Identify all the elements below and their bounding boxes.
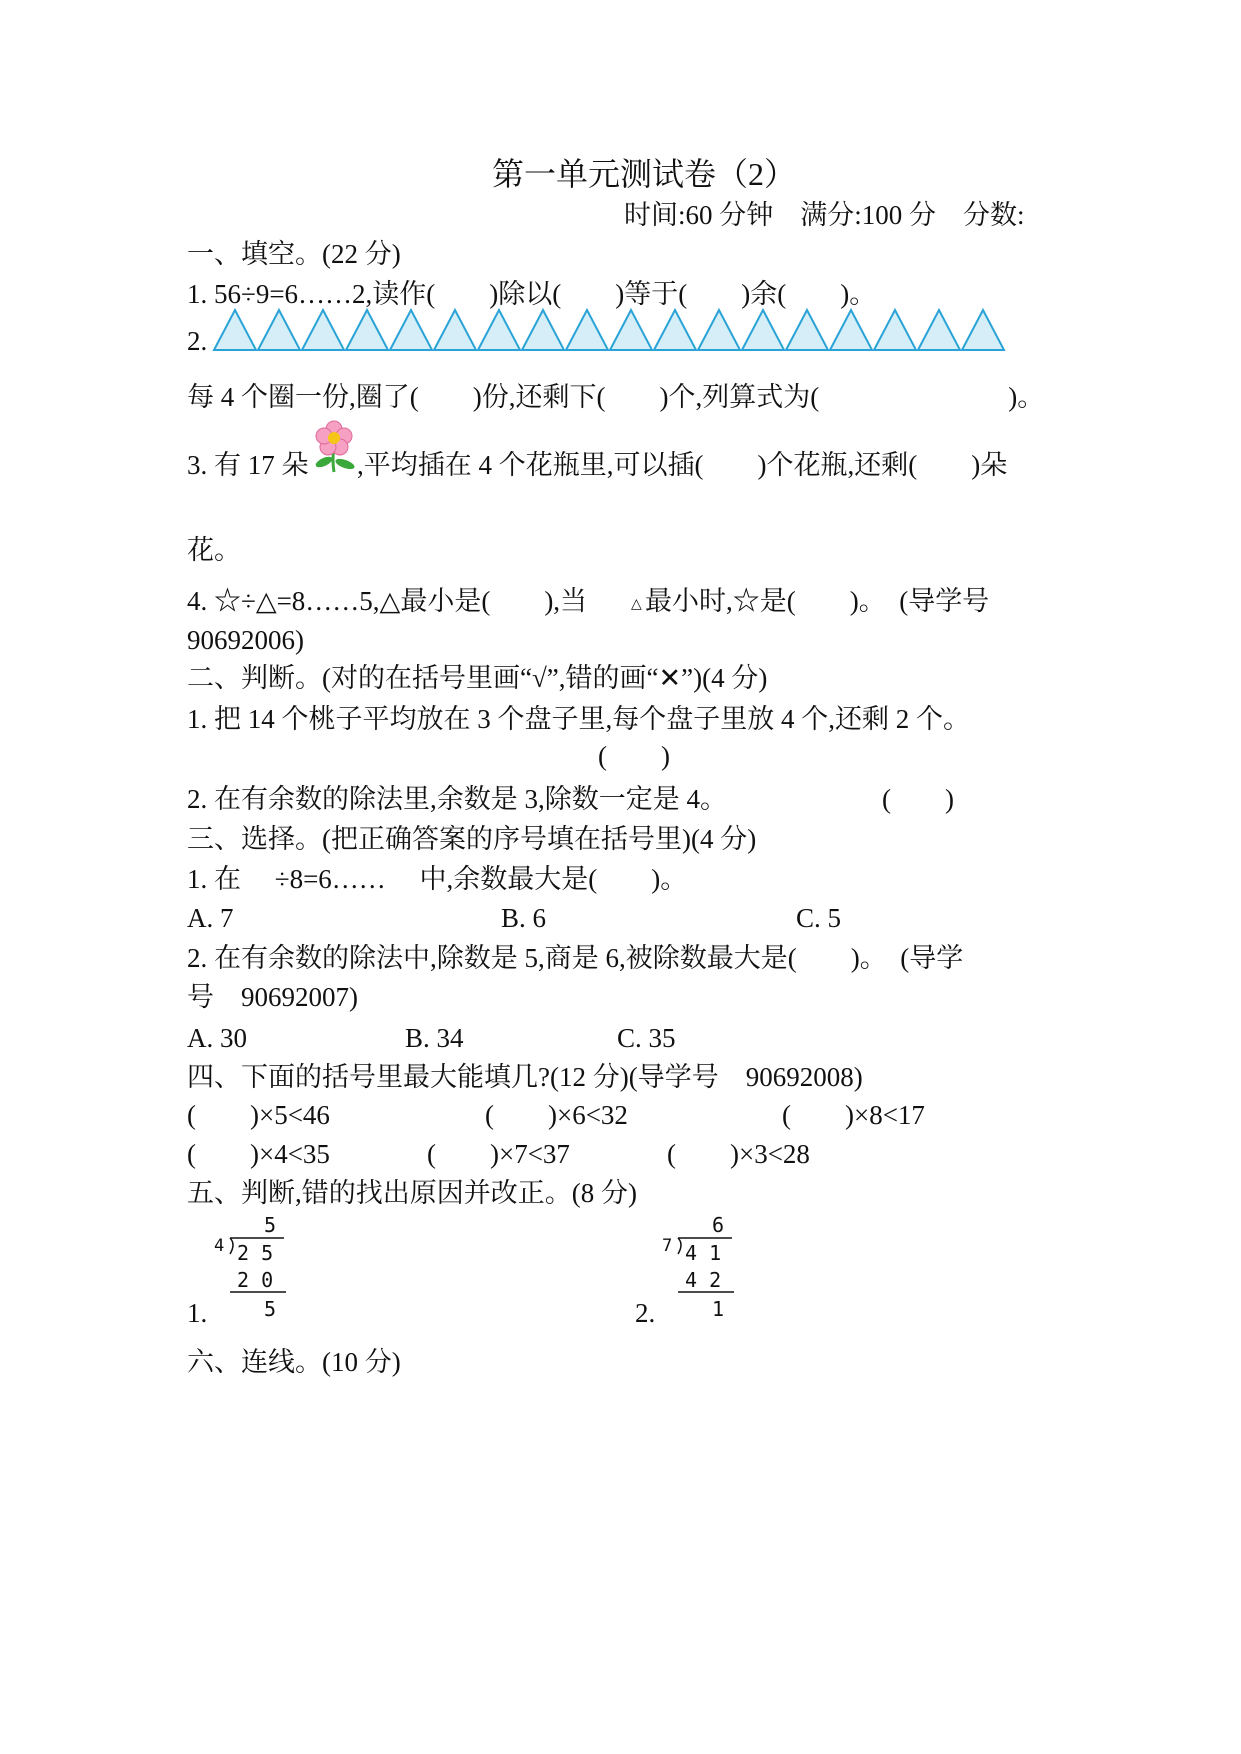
s1-q3-part-b: ,平均插在 4 个花瓶里,可以插( )个花瓶,还剩( )朵 [357,450,1008,480]
quotient-2: 6 [712,1213,725,1237]
s2-q1: 1. 把 14 个桃子平均放在 3 个盘子里,每个盘子里放 4 个,还剩 2 个。 [187,704,970,734]
dividend-1: 2 5 [237,1241,274,1265]
section-5-heading: 五、判断,错的找出原因并改正。(8 分) [187,1178,637,1208]
triangle-row-icon [212,308,1012,352]
s4-item-3: ( )×8<17 [782,1100,925,1130]
s1-q3-part-a: 3. 有 17 朵 [187,450,309,480]
s4-item-1: ( )×5<46 [187,1100,330,1130]
s5-problem-1-num: 1. [187,1298,208,1328]
long-division-1 [212,1212,292,1327]
s1-q1: 1. 56÷9=6……2,读作( )除以( )等于( )余( )。 [187,279,877,309]
s3-q1-option-c: C. 5 [796,903,842,933]
divisor-2: 7 [662,1236,673,1256]
long-division-2 [660,1212,740,1327]
s3-q1: 1. 在 ÷8=6…… 中,余数最大是( )。 [187,864,688,894]
s3-q1-option-a: A. 7 [187,903,234,933]
remainder-1: 5 [264,1297,277,1321]
small-triangle-symbol: △ [631,597,642,612]
s1-q4-part-a: 4. ☆÷△=8……5,△最小是( ),当 [187,586,588,616]
flower-icon [310,418,358,474]
quotient-1: 5 [264,1213,277,1237]
s2-q2-answer: ( ) [882,784,954,814]
s4-item-5: ( )×7<37 [427,1139,570,1169]
dividend-2: 4 1 [685,1241,722,1265]
s3-q1-option-b: B. 6 [501,903,547,933]
section-3-heading: 三、选择。(把正确答案的序号填在括号里)(4 分) [187,824,757,854]
product-2: 4 2 [685,1268,722,1292]
s3-q2-option-b: B. 34 [405,1023,464,1053]
s1-q4-part-b: 最小时,☆是( )。 (导学号 [645,586,990,616]
s4-item-6: ( )×3<28 [667,1139,810,1169]
exam-meta: 时间:60 分钟 满分:100 分 分数: [624,200,1025,230]
section-6-heading: 六、连线。(10 分) [187,1347,401,1377]
s3-q2-part-b: 号 90692007) [187,982,358,1012]
page-title: 第一单元测试卷（2） [492,156,797,192]
s1-q2-num: 2. [187,326,208,356]
s3-q2-part-a: 2. 在有余数的除法中,除数是 5,商是 6,被除数最大是( )。 (导学 [187,943,964,973]
s4-item-2: ( )×6<32 [485,1100,628,1130]
remainder-2: 1 [712,1297,725,1321]
divisor-1: 4 [214,1236,225,1256]
s5-problem-2-num: 2. [635,1298,656,1328]
section-1-heading: 一、填空。(22 分) [187,239,401,269]
section-2-heading: 二、判断。(对的在括号里画“√”,错的画“✕”)(4 分) [187,663,768,693]
s1-q3-part-c: 花。 [187,535,241,565]
section-4-heading: 四、下面的括号里最大能填几?(12 分)(导学号 90692008) [187,1062,863,1092]
s2-q1-answer: ( ) [598,741,670,771]
s2-q2: 2. 在有余数的除法里,余数是 3,除数一定是 4。 [187,784,727,814]
s1-q4-part-c: 90692006) [187,625,304,655]
s3-q2-option-a: A. 30 [187,1023,247,1053]
s4-item-4: ( )×4<35 [187,1139,330,1169]
s3-q2-option-c: C. 35 [617,1023,676,1053]
product-1: 2 0 [237,1268,274,1292]
s1-q2-text: 每 4 个圈一份,圈了( )份,还剩下( )个,列算式为( )。 [187,382,1045,412]
